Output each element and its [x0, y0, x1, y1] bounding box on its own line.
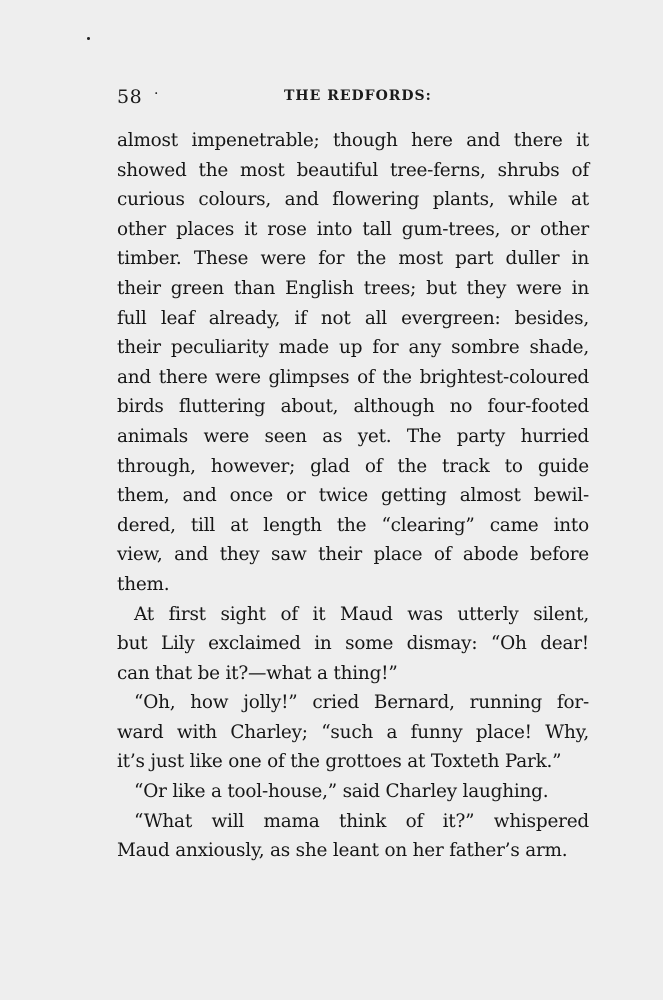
paragraph — [117, 777, 589, 807]
text-line: Maud anxiously, as she leant on her father’s arm. — [117, 840, 568, 862]
page-number: 58 — [117, 86, 143, 108]
text-line: timber. These were for the most part duller in — [117, 248, 589, 270]
text-line: but Lily exclaimed in some dismay: “Oh dear! — [117, 633, 589, 655]
text-line: their peculiarity made up for any sombre shade, — [117, 337, 589, 359]
text-line: them. — [117, 573, 170, 595]
text-line: other places it rose into tall gum-trees, or other — [117, 218, 589, 240]
text-line: “What will mama think of it?” whispered — [134, 810, 589, 832]
text-line: view, and they saw their place of abode before — [117, 544, 589, 566]
text-line: dered, till at length the “clearing” came into — [117, 514, 589, 536]
text-line: through, however; glad of the track to guide — [117, 455, 589, 477]
body-text — [117, 126, 589, 866]
paragraph — [117, 126, 589, 600]
text-line: “Or like a tool-house,” said Charley laughing. — [134, 781, 549, 803]
paragraph — [117, 807, 589, 866]
text-line: and there were glimpses of the brightest-coloured — [117, 366, 589, 388]
text-line: their green than English trees; but they were in — [117, 277, 589, 299]
text-line: them, and once or twice getting almost bewil- — [117, 485, 589, 507]
paragraph — [117, 600, 589, 689]
ink-speck — [87, 37, 90, 40]
text-line: almost impenetrable; though here and there it — [117, 130, 589, 151]
text-line: birds fluttering about, although no four-footed — [117, 396, 589, 418]
header-dot: · — [154, 86, 159, 102]
running-title: THE REDFORDS: — [284, 88, 432, 104]
text-line: it’s just like one of the grottoes at Toxteth Park.” — [117, 751, 562, 773]
text-line: animals were seen as yet. The party hurried — [117, 425, 589, 447]
text-line: “Oh, how jolly!” cried Bernard, running for- — [134, 692, 589, 714]
text-line: At first sight of it Maud was utterly silent, — [134, 603, 589, 625]
text-line: curious colours, and flowering plants, while at — [117, 189, 589, 211]
text-line: full leaf already, if not all evergreen: besides, — [117, 307, 589, 329]
paragraph — [117, 688, 589, 777]
running-header — [117, 86, 589, 112]
text-line: showed the most beautiful tree-ferns, shrubs of — [117, 159, 589, 181]
text-line: ward with Charley; “such a funny place! Why, — [117, 721, 589, 743]
text-line: can that be it?—what a thing!” — [117, 662, 398, 684]
